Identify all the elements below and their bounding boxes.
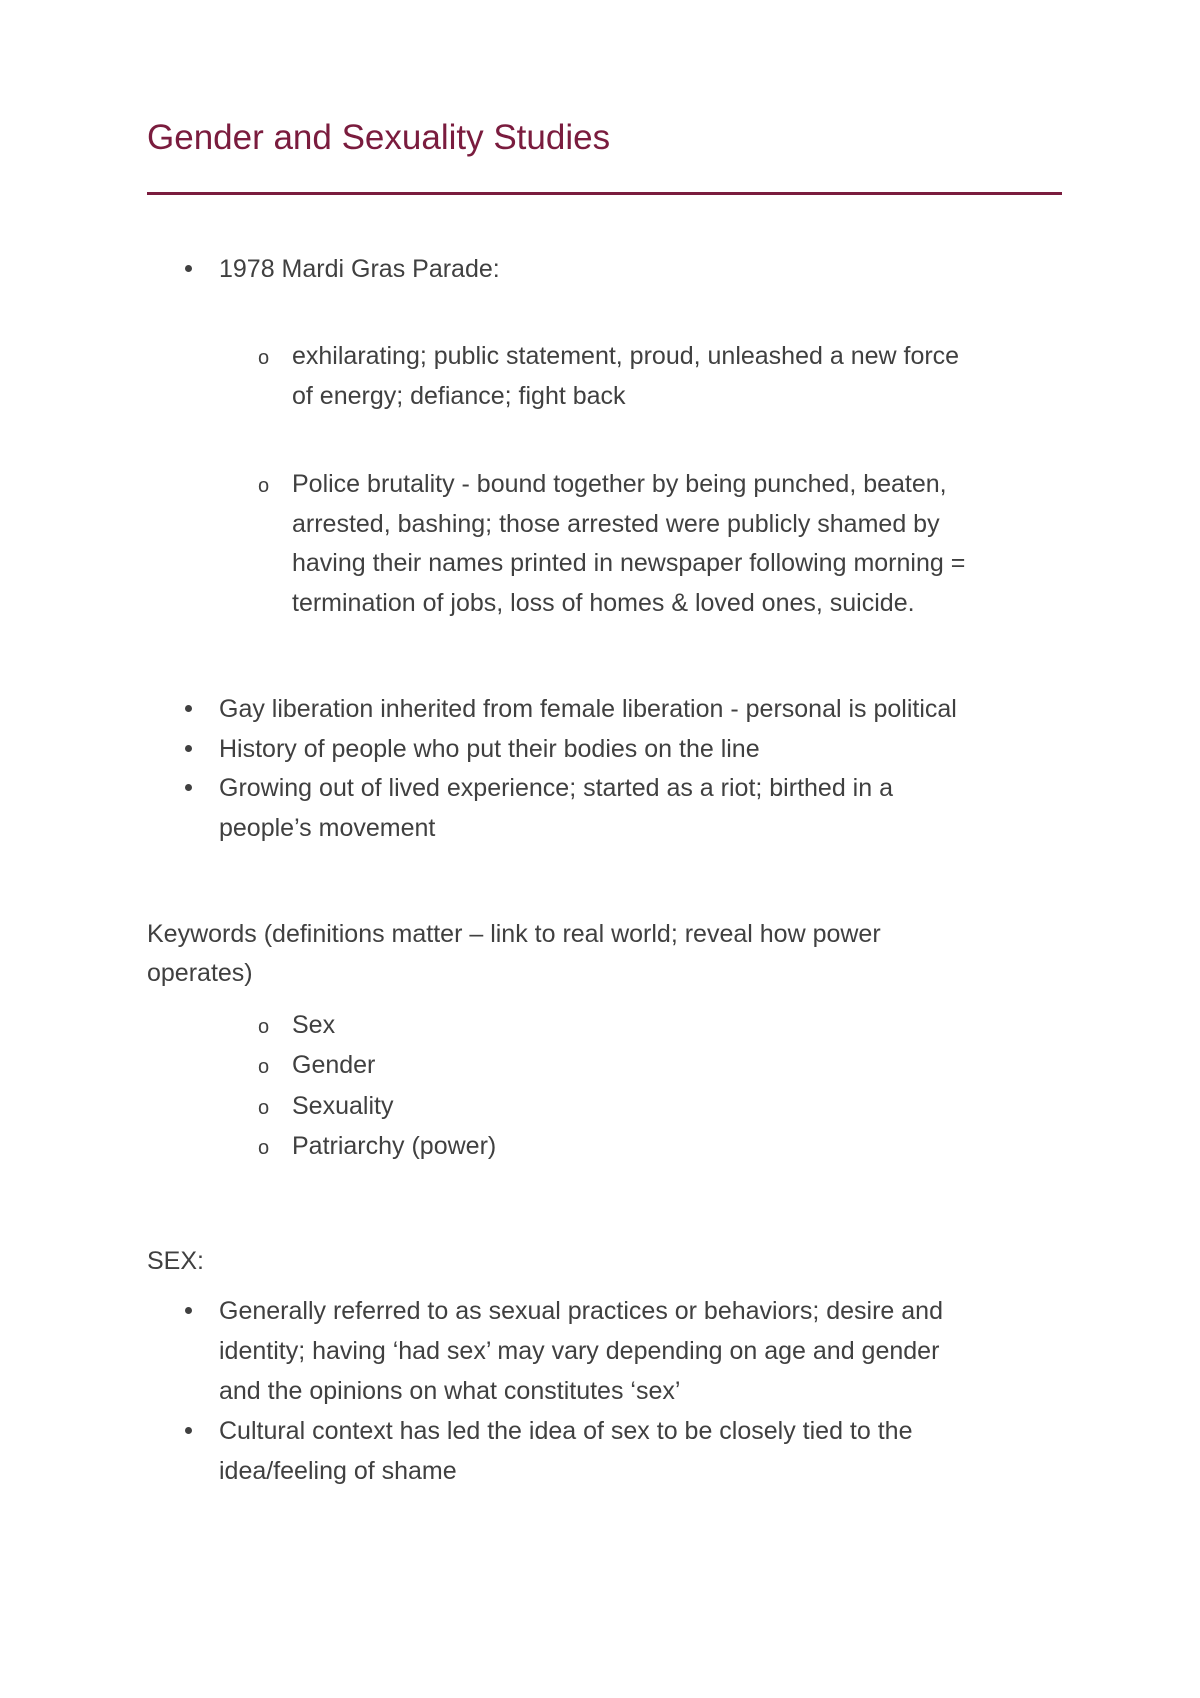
bullet-icon (185, 745, 192, 752)
sub-item-line: of energy; defiance; fight back (292, 382, 626, 410)
keywords-heading-cont: operates) (147, 959, 253, 987)
sub-bullet-icon: o (258, 347, 270, 369)
sex-heading: SEX: (147, 1247, 204, 1275)
keyword-item: Gender (292, 1051, 376, 1079)
keyword-item: Sexuality (292, 1092, 394, 1120)
sub-item-line: termination of jobs, loss of homes & loved ones, suicide. (292, 589, 915, 617)
sex-item-line: Cultural context has led the idea of sex to be closely tied to the (219, 1417, 913, 1445)
sub-bullet-icon: o (258, 475, 270, 497)
sub-bullet-icon: o (258, 1137, 270, 1159)
page-title: Gender and Sexuality Studies (147, 118, 611, 157)
keywords-heading: Keywords (definitions matter – link to real world; reveal how power (147, 920, 881, 948)
bullet-icon (185, 705, 192, 712)
sub-item-line: Police brutality - bound together by being punched, beaten, (292, 470, 947, 498)
sex-item-line: and the opinions on what constitutes ‘sex’ (219, 1377, 681, 1405)
title-underline (147, 192, 1062, 195)
sub-item-line: exhilarating; public statement, proud, unleashed a new force (292, 342, 960, 370)
list-item-history: History of people who put their bodies on the line (219, 735, 760, 763)
sex-item-line: Generally referred to as sexual practices or behaviors; desire and (219, 1297, 943, 1325)
keyword-item: Patriarchy (power) (292, 1132, 497, 1160)
bullet-icon (185, 784, 192, 791)
sub-item-line: having their names printed in newspaper following morning = (292, 549, 966, 577)
sub-bullet-icon: o (258, 1016, 270, 1038)
list-item-gay-liberation: Gay liberation inherited from female liberation - personal is political (219, 695, 957, 723)
list-item-lived-experience: Growing out of lived experience; started as a riot; birthed in a (219, 774, 893, 802)
bullet-icon (185, 1427, 192, 1434)
keyword-item: Sex (292, 1011, 336, 1039)
list-item-lived-experience-cont: people’s movement (219, 814, 436, 842)
bullet-icon (185, 265, 192, 272)
list-item-mardi-gras: 1978 Mardi Gras Parade: (219, 255, 500, 283)
bullet-icon (185, 1307, 192, 1314)
sub-bullet-icon: o (258, 1056, 270, 1078)
sub-item-line: arrested, bashing; those arrested were publicly shamed by (292, 510, 940, 538)
sub-bullet-icon: o (258, 1097, 270, 1119)
sex-item-line: identity; having ‘had sex’ may vary depending on age and gender (219, 1337, 940, 1365)
sex-item-line: idea/feeling of shame (219, 1457, 457, 1485)
